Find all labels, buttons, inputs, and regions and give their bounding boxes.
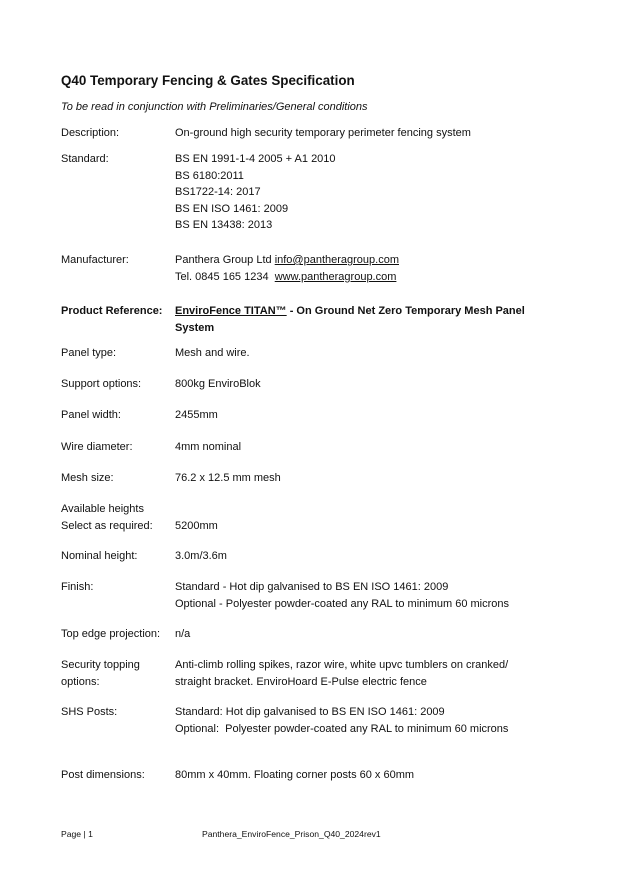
security-topping-label: Security topping options: [61,659,140,688]
top-edge-projection-label: Top edge projection: [61,628,161,640]
shs-posts-optional: Optional: Polyester powder-coated any RAL to minimum 60 microns [175,722,509,735]
standard-item: BS 6180:2011 [175,169,244,182]
shs-posts-standard: Standard: Hot dip galvanised to BS EN ISO 1461: 2009 [175,706,445,718]
support-options-value: 800kg EnviroBlok [175,378,261,390]
manufacturer-website-link[interactable]: www.pantheragroup.com [274,270,397,283]
description-value: On-ground high security temporary perimeter fencing system [175,127,471,139]
nominal-height-label: Nominal height: [61,550,138,562]
finish-standard: Standard - Hot dip galvanised to BS EN ISO 1461: 2009 [175,581,449,593]
panel-width-value: 2455mm [175,409,218,421]
support-options-label: Support options: [61,378,142,390]
standard-item: BS EN ISO 1461: 2009 [175,202,289,215]
top-edge-projection-value: n/a [175,628,191,640]
manufacturer-company: Panthera Group Ltd [175,254,272,266]
mesh-size-value: 76.2 x 12.5 mm mesh [175,472,281,484]
footer-document-reference: Panthera_EnviroFence_Prison_Q40_2024rev1 [202,829,381,839]
finish-label: Finish: [61,581,94,593]
panel-type-label: Panel type: [61,347,117,359]
manufacturer-label: Manufacturer: [61,254,129,266]
product-name: EnviroFence TITAN™ [175,305,287,317]
product-description-cont: System [175,321,215,334]
page-subtitle: To be read in conjunction with Preliminaries/General conditions [61,101,368,113]
available-heights-label: Available heights Select as required: [61,503,153,532]
manufacturer-values [175,252,547,285]
standard-item: BS EN 13438: 2013 [175,219,273,231]
product-description: - On Ground Net Zero Temporary Mesh Panel [286,305,525,317]
finish-values [175,579,547,612]
security-topping-values: Anti-climb rolling spikes, razor wire, white upvc tumblers on cranked/ straight bracket. EnviroHoard E-Pulse electric fence [175,659,509,688]
footer-page-number: Page | 1 [61,829,93,839]
product-reference-label: Product Reference: [61,305,163,317]
finish-optional: Optional - Polyester powder-coated any RAL to minimum 60 microns [175,597,510,610]
wire-diameter-value: 4mm nominal [175,441,242,453]
panel-type-value: Mesh and wire. [175,347,250,359]
panel-width-label: Panel width: [61,409,121,421]
manufacturer-email-link[interactable]: info@pantheragroup.com [274,254,399,266]
nominal-height-value: 3.0m/3.6m [175,550,227,562]
standard-item: BS1722-14: 2017 [175,186,261,198]
mesh-size-label: Mesh size: [61,472,114,484]
standard-values [175,151,547,234]
post-dimensions-value: 80mm x 40mm. Floating corner posts 60 x 60mm [175,769,415,781]
product-reference-value [175,303,547,336]
standard-label: Standard: [61,153,109,165]
available-heights-value: 5200mm [175,519,218,532]
description-label: Description: [61,127,120,139]
post-dimensions-label: Post dimensions: [61,769,145,781]
available-heights-row [61,501,561,535]
shs-posts-values [175,704,547,737]
shs-posts-label: SHS Posts: [61,706,118,718]
page-title: Q40 Temporary Fencing & Gates Specification [61,73,355,88]
wire-diameter-label: Wire diameter: [61,441,133,453]
manufacturer-phone: Tel. 0845 165 1234 [175,270,269,283]
standard-item: BS EN 1991-1-4 2005 + A1 2010 [175,153,336,165]
